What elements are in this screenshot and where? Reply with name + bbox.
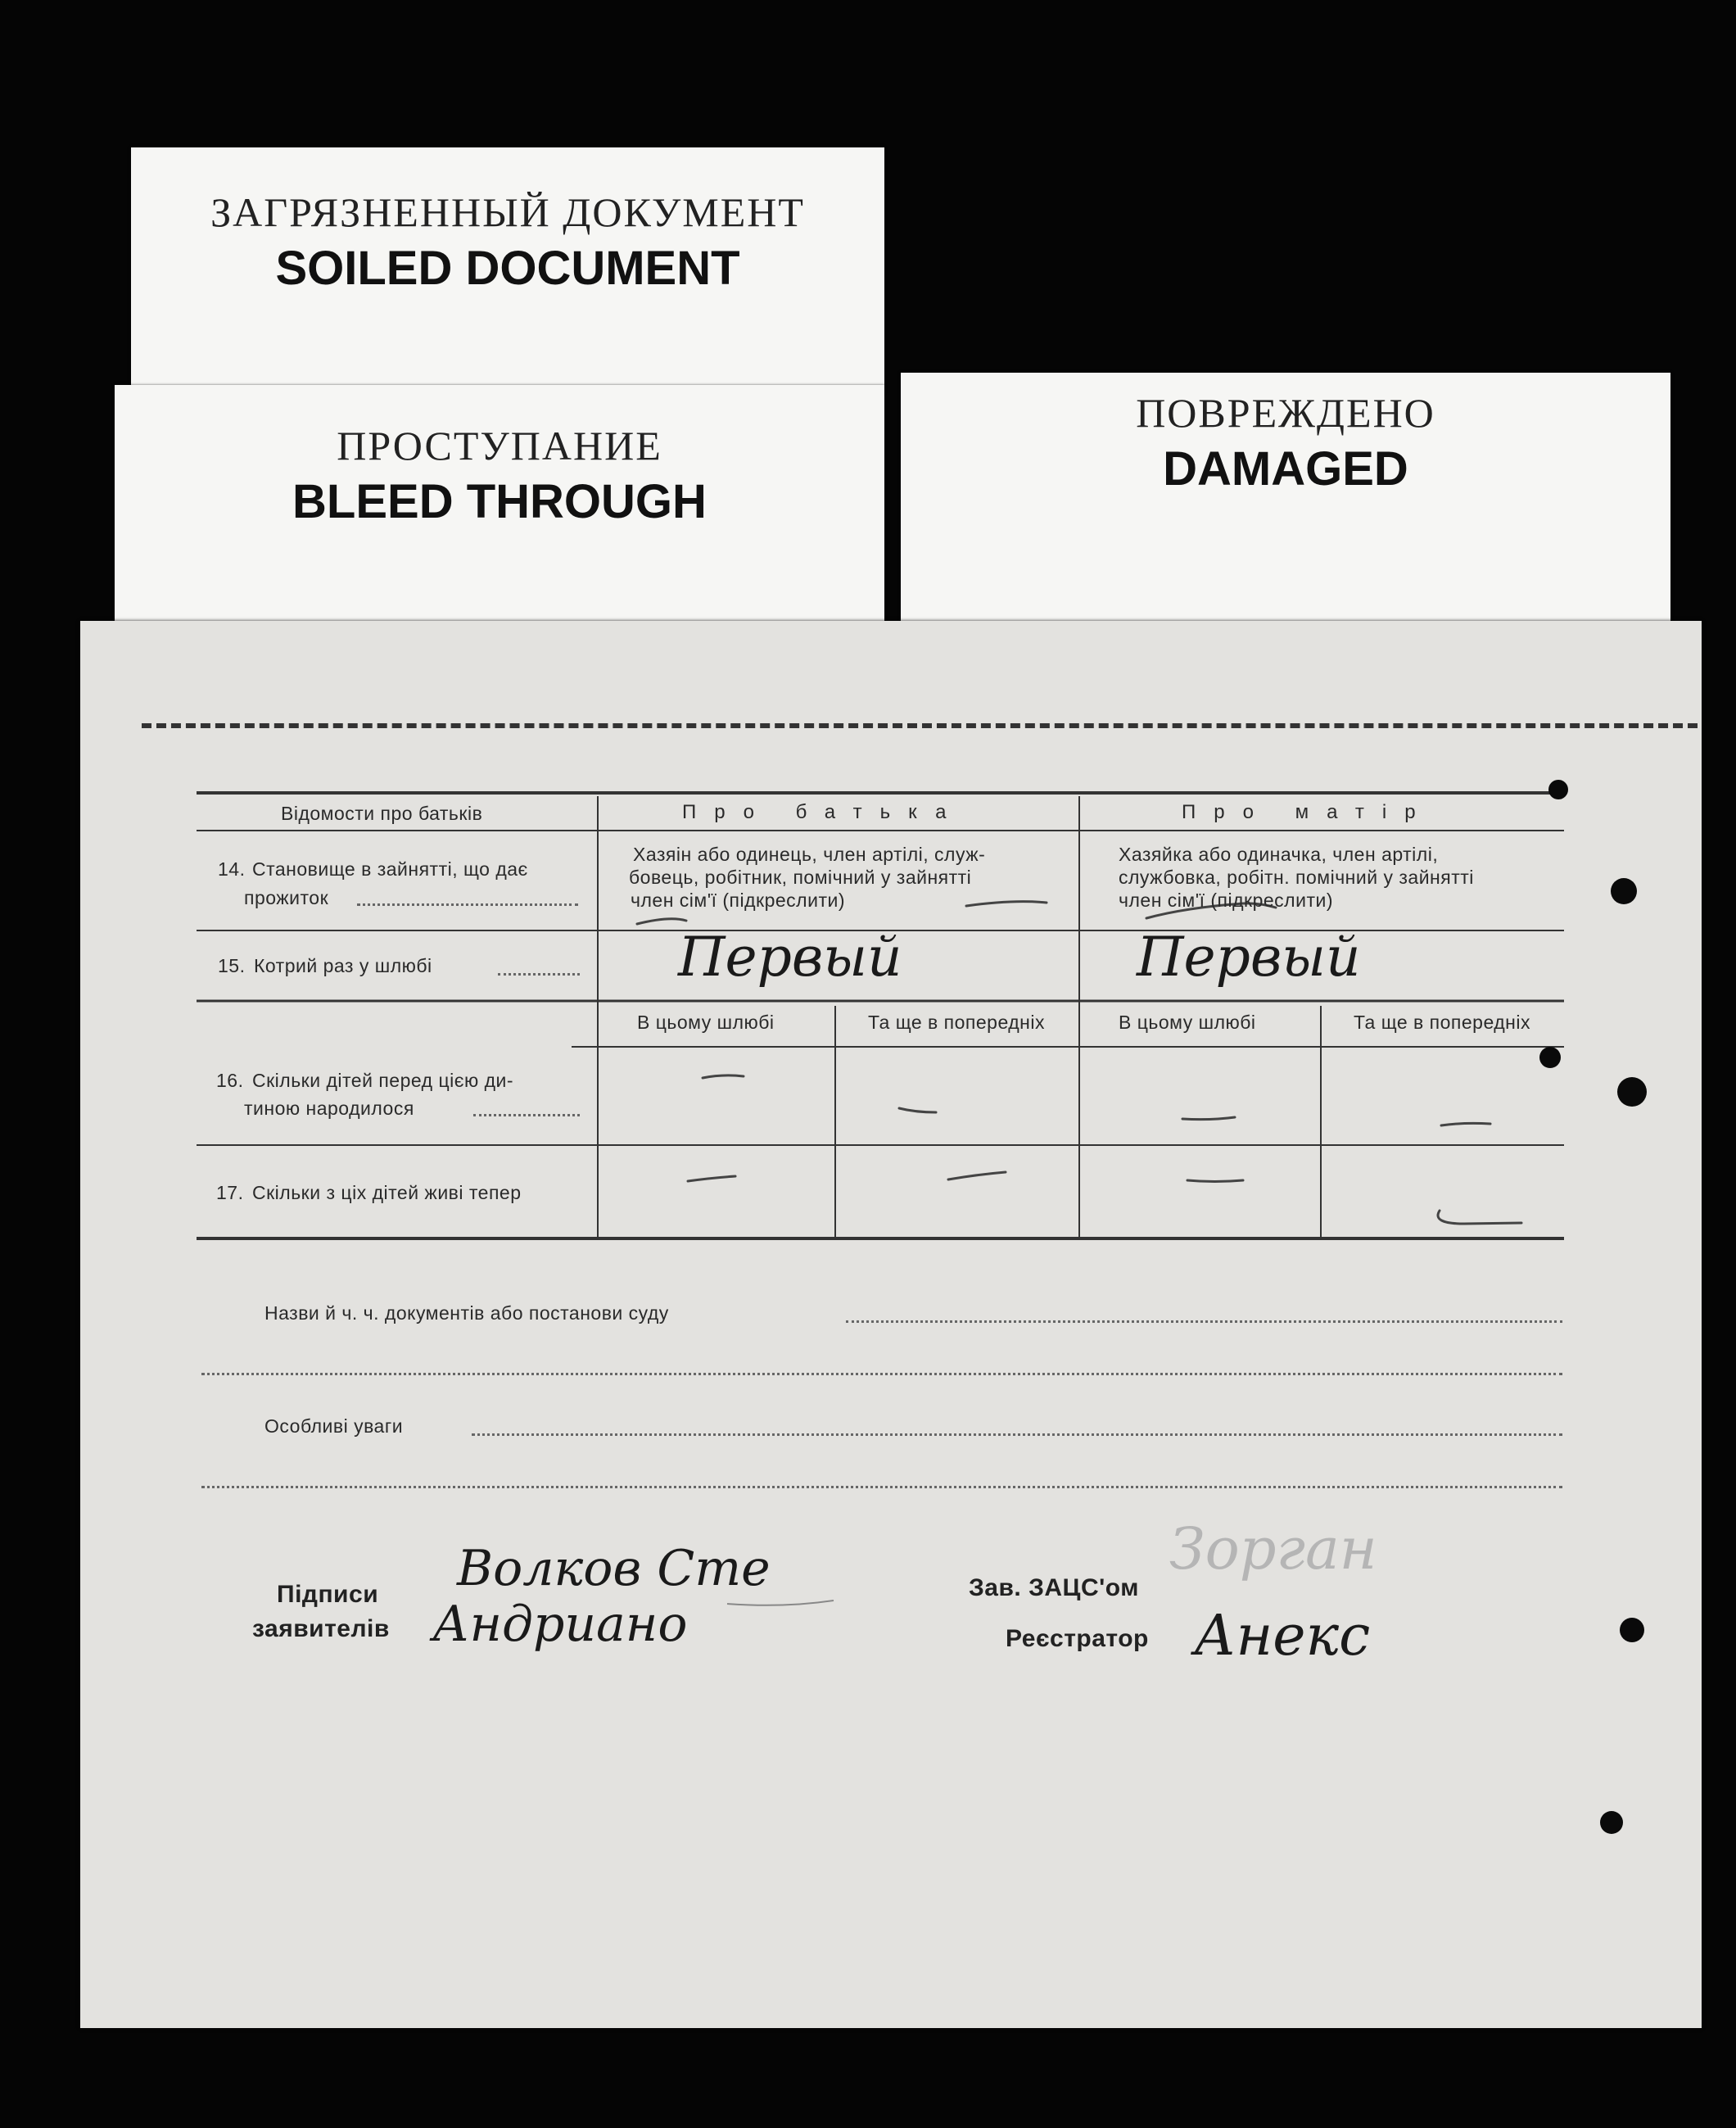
header-about-mother: Про матір — [1182, 801, 1434, 823]
row15-mother-handwritten: Первый — [1137, 926, 1361, 989]
row14-mother-line2: службовка, робітн. помічний у зайнятті — [1119, 867, 1474, 888]
applicant-signature-2: Андриано — [432, 1596, 688, 1653]
subheader-father-this-marriage: В цьому шлюбі — [637, 1012, 775, 1033]
row14-father-line1: Хазяін або одинець, член артілі, служ- — [633, 844, 986, 865]
header-parents-info: Відомости про батьків — [281, 803, 483, 824]
documents-dots-line2 — [201, 1373, 1562, 1375]
soiled-card-english: SOILED DOCUMENT — [275, 242, 740, 295]
row17-number: 17. — [216, 1182, 244, 1203]
documents-label: Назви й ч. ч. документів або постанови суду — [264, 1302, 669, 1324]
subheader-father-previous: Та ще в попередніх — [868, 1012, 1045, 1033]
row14-label-line2: прожиток — [244, 887, 329, 908]
soiled-card-russian: ЗАГРЯЗНЕННЫЙ ДОКУМЕНТ — [210, 189, 805, 235]
damaged-card-russian: ПОВРЕЖДЕНО — [1136, 390, 1435, 436]
row15-father-handwritten: Первый — [678, 926, 902, 989]
zags-head-label: Зав. ЗАЦС'ом — [969, 1574, 1139, 1601]
notes-dots-line1 — [472, 1433, 1562, 1436]
row16-label-line1: Скільки дітей перед цією ди- — [252, 1070, 514, 1091]
damaged-card-english: DAMAGED — [1163, 442, 1408, 496]
row15-number: 15. — [218, 955, 246, 976]
applicant-signature-1: Волков Сте — [457, 1540, 771, 1597]
row15-label: Котрий раз у шлюбі — [254, 955, 432, 976]
table-grid — [80, 621, 1702, 2028]
row14-father-line2: бовець, робітник, помічний у зайнятті — [629, 867, 972, 888]
row16-label-line2: тиною народилося — [244, 1098, 414, 1119]
subheader-mother-previous: Та ще в попередніх — [1354, 1012, 1530, 1033]
row16-number: 16. — [216, 1070, 244, 1091]
row17-label: Скільки з ціх дітей живі тепер — [252, 1182, 522, 1203]
row16-label-dots — [473, 1114, 580, 1116]
signatures-label-line1: Підписи — [277, 1581, 379, 1608]
damaged-card — [901, 373, 1670, 643]
bleed-card-english: BLEED THROUGH — [292, 475, 707, 528]
bleed-card-russian: ПРОСТУПАНИЕ — [337, 423, 662, 469]
zags-head-signature: Зорган — [1169, 1515, 1377, 1582]
signatures-label-line2: заявителів — [252, 1615, 390, 1642]
row14-mother-line1: Хазяйка або одиначка, член артілі, — [1119, 844, 1439, 865]
registrar-label: Реєстратор — [1006, 1625, 1149, 1652]
soiled-document-card — [131, 147, 884, 393]
subheader-mother-this-marriage: В цьому шлюбі — [1119, 1012, 1256, 1033]
header-about-father: Про батька — [682, 801, 965, 823]
row14-number: 14. — [218, 858, 246, 880]
row15-label-dots — [498, 973, 580, 976]
registrar-signature: Анекс — [1194, 1604, 1371, 1668]
row14-mother-line3: член сім'ї (підкреслити) — [1119, 890, 1333, 911]
notes-label: Особливі уваги — [264, 1415, 404, 1437]
row14-father-line3: член сім'ї (підкреслити) — [631, 890, 845, 911]
registration-form-page — [80, 621, 1702, 2028]
bleed-through-card — [115, 385, 884, 631]
row14-label-line1: Становище в зайнятті, що дає — [252, 858, 528, 880]
row14-label-dots — [357, 903, 578, 906]
documents-dots-line1 — [846, 1320, 1562, 1323]
notes-dots-line2 — [201, 1486, 1562, 1488]
